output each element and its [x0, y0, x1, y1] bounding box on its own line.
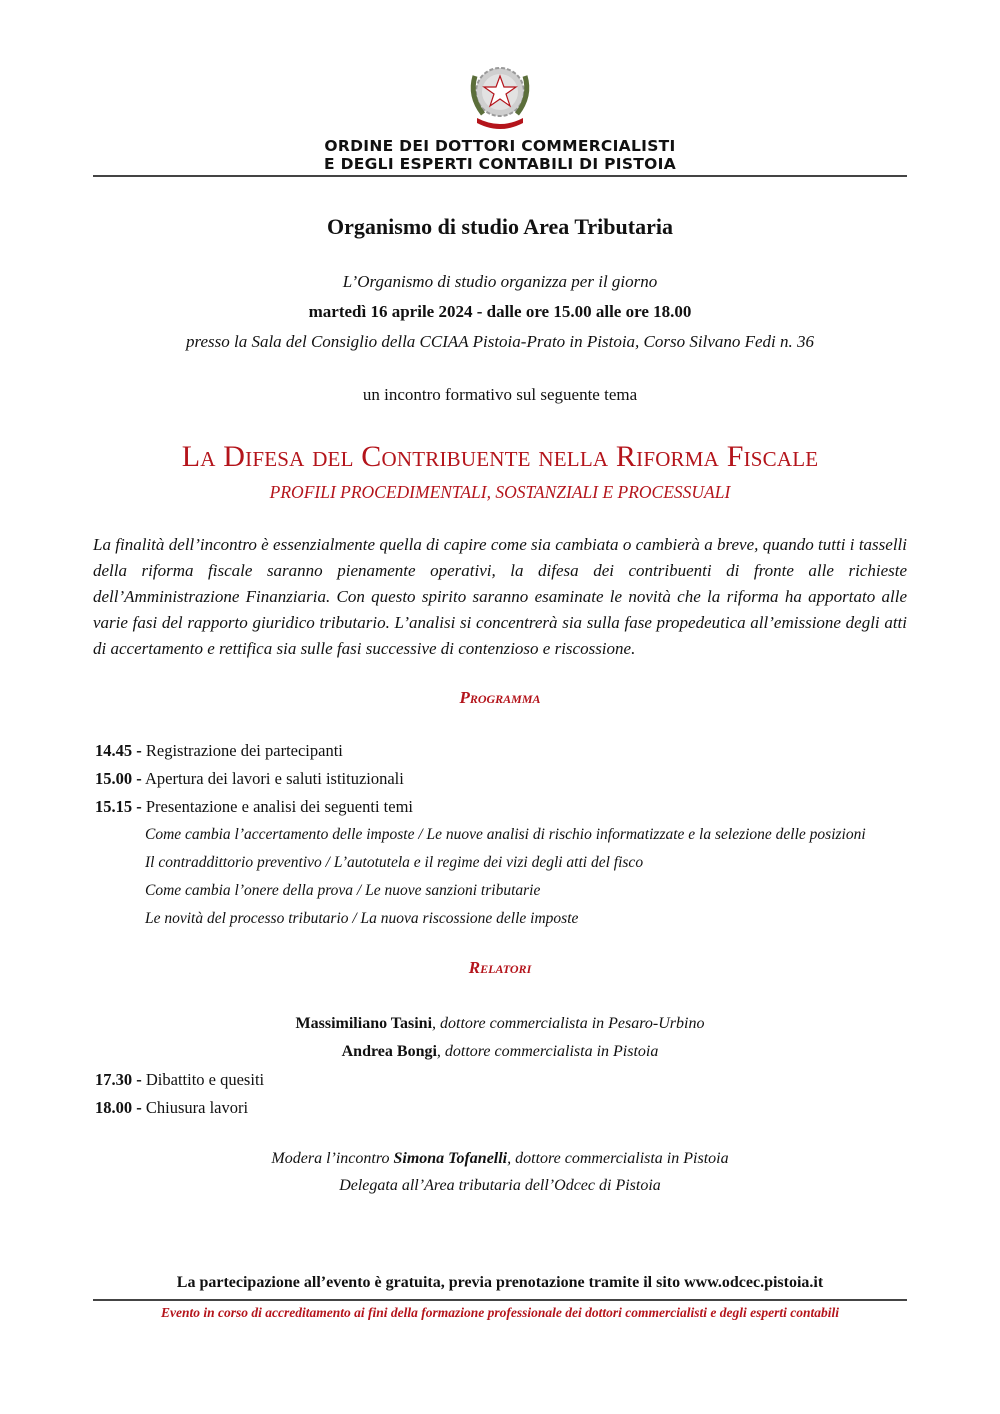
moderator-prefix: Modera l’incontro — [271, 1150, 394, 1167]
event-title: La Difesa del Contribuente nella Riforma Fiscale — [181, 440, 819, 473]
speaker-name: Andrea Bongi — [341, 1043, 437, 1060]
programma-heading: Programma — [459, 688, 541, 707]
org-name-line1: ORDINE DEI DOTTORI COMMERCIALISTI — [324, 137, 676, 155]
program-item — [95, 1066, 264, 1094]
program-topic: Le novità del processo tributario / La nuova riscossione delle imposte — [145, 910, 579, 927]
program-time: 15.15 - — [95, 797, 142, 816]
speaker-name: Massimiliano Tasini — [295, 1015, 433, 1032]
event-description: La finalità dell’incontro è essenzialmente quella di capire come sia cambiata o cambierà a breve, quando tutti i tasselli della riforma fiscale saranno pienamente operativi, la difesa dei contribuenti di fronte alle richieste dell’Amministrazione Finanziaria. Con questo spirito saranno esaminate le novità che la riforma ha apportato alle varie fasi del rapporto giuridico tributario. L’analisi si concentrerà sia sulla fase propedeutica all’emissione degli atti di accertamento e rettifica sia sulle fasi successive di contenzioso e riscossione. — [93, 535, 907, 658]
org-name-line2: E DEGLI ESPERTI CONTABILI DI PISTOIA — [323, 155, 677, 173]
moderator-line — [0, 1150, 1000, 1168]
program-item — [95, 1094, 248, 1122]
event-venue: presso la Sala del Consiglio della CCIAA Pistoia-Prato in Pistoia, Corso Silvano Fedi n. 36 — [185, 332, 815, 351]
program-item — [95, 765, 404, 793]
program-topic: Il contraddittorio preventivo / L’autotutela e il regime dei vizi degli atti del fisco — [145, 854, 644, 871]
program-time: 18.00 - — [95, 1098, 142, 1117]
program-text: Presentazione e analisi dei seguenti temi — [145, 797, 413, 816]
program-time: 15.00 - — [95, 769, 142, 788]
footer-divider — [93, 1299, 907, 1301]
program-item — [95, 737, 343, 765]
accreditation-note: Evento in corso di accreditamento ai fini della formazione professionale dei dottori commercialisti e degli esperti contabili — [161, 1305, 839, 1320]
relatori-heading: Relatori — [468, 958, 532, 977]
program-topic: Come cambia l’accertamento delle imposte / Le nuove analisi di rischio informatizzate e la selezione delle posizioni — [145, 826, 866, 843]
speaker-role: , dottore commercialista in Pesaro-Urbino — [432, 1015, 705, 1032]
moderator-name: Simona Tofanelli — [393, 1150, 508, 1167]
program-text: Apertura dei lavori e saluti istituzionali — [144, 769, 404, 788]
event-subtitle: PROFILI PROCEDIMENTALI, SOSTANZIALI E PROCESSUALI — [269, 482, 731, 502]
program-text: Chiusura lavori — [145, 1098, 249, 1117]
program-time: 14.45 - — [95, 741, 142, 760]
moderator-role: , dottore commercialista in Pistoia — [507, 1150, 729, 1167]
emblem-icon — [463, 56, 537, 134]
event-date: martedì 16 aprile 2024 - dalle ore 15.00 alle ore 18.00 — [308, 302, 692, 321]
header-divider — [93, 175, 907, 177]
subject-intro: un incontro formativo sul seguente tema — [362, 385, 638, 404]
program-text: Registrazione dei partecipanti — [145, 741, 343, 760]
program-topic: Come cambia l’onere della prova / Le nuove sanzioni tributarie — [145, 882, 541, 899]
organizer-heading: Organismo di studio Area Tributaria — [327, 214, 673, 239]
program-item — [95, 793, 413, 821]
speaker — [0, 1015, 1000, 1033]
speaker — [0, 1043, 1000, 1061]
event-intro: L’Organismo di studio organizza per il giorno — [342, 272, 658, 291]
speaker-role: , dottore commercialista in Pistoia — [436, 1043, 659, 1060]
participation-note: La partecipazione all’evento è gratuita, previa prenotazione tramite il sito www.odcec.pistoia.it — [176, 1274, 824, 1291]
program-text: Dibattito e quesiti — [145, 1070, 265, 1089]
program-time: 17.30 - — [95, 1070, 142, 1089]
moderator-delegation: Delegata all’Area tributaria dell’Odcec di Pistoia — [339, 1177, 661, 1194]
